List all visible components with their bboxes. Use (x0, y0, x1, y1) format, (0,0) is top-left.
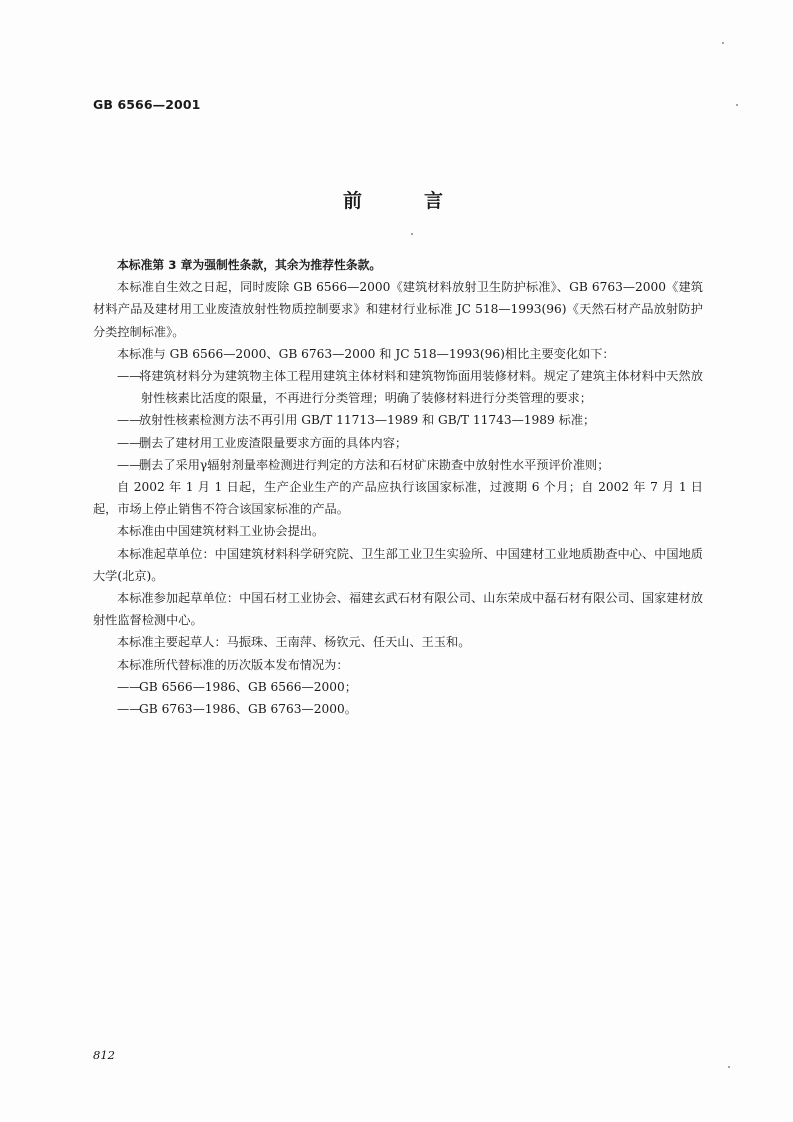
title-char-1: 前 (343, 190, 363, 212)
dash-mark: —— (117, 702, 142, 717)
history-item (93, 698, 703, 720)
title-char-2: 言 (424, 190, 444, 212)
history-intro-paragraph: 本标准所代替标准的历次版本发布情况为： (117, 657, 349, 672)
change-item-text: 放射性核素检测方法不再引用 GB/T 11713—1989 和 GB/T 11743—1989 标准； (139, 413, 596, 428)
history-item-text: GB 6566—1986、GB 6566—2000； (139, 679, 357, 694)
scan-speck (722, 42, 724, 44)
change-item (93, 409, 703, 431)
scan-speck (411, 233, 413, 235)
change-item-text: 将建筑材料分为建筑物主体工程用建筑主体材料和建筑物饰面用装修材料。规定了建筑主体材料中天然放射性核素比活度的限量，不再进行分类管理；明确了装修材料进行分类管理的要求； (139, 369, 703, 406)
proposer-paragraph: 本标准由中国建筑材料工业协会提出。 (117, 524, 325, 539)
page-number: 812 (93, 1048, 115, 1062)
scan-speck (728, 1066, 730, 1068)
drafting-units-paragraph: 本标准起草单位：中国建筑材料科学研究院、卫生部工业卫生实验所、中国建材工业地质勘查中心、中国地质大学(北京)。 (93, 546, 703, 583)
change-item (93, 365, 703, 409)
participating-units-paragraph: 本标准参加起草单位：中国石材工业协会、福建玄武石材有限公司、山东荣成中磊石材有限公司、国家建材放射性监督检测中心。 (93, 591, 703, 628)
history-item (93, 676, 703, 698)
dash-mark: —— (117, 457, 142, 472)
changes-intro-paragraph: 本标准与 GB 6566—2000、GB 6763—2000 和 JC 518—1993(96)相比主要变化如下： (117, 346, 615, 361)
scan-speck (736, 104, 738, 106)
mandatory-clause-note: 本标准第 3 章为强制性条款，其余为推荐性条款。 (117, 258, 382, 272)
dash-mark: —— (117, 369, 142, 384)
dash-mark: —— (117, 679, 142, 694)
document-body (93, 254, 703, 720)
change-item-text: 删去了建材用工业废渣限量要求方面的具体内容； (139, 435, 408, 450)
change-item (93, 454, 703, 476)
dash-mark: —— (117, 413, 142, 428)
change-item (93, 432, 703, 454)
superseded-standards-paragraph: 本标准自生效之日起，同时废除 GB 6566—2000《建筑材料放射卫生防护标准》、GB 6763—2000《建筑材料产品及建材用工业废渣放射性物质控制要求》和建材行业标准 JC 518—1993(96)《天然石材产品放射防护分类控制标准》。 (93, 280, 703, 339)
transition-period-paragraph: 自 2002 年 1 月 1 日起，生产企业生产的产品应执行该国家标准，过渡期 6 个月；自 2002 年 7 月 1 日起，市场上停止销售不符合该国家标准的产品。 (93, 480, 703, 517)
main-drafters-paragraph: 本标准主要起草人：马振珠、王南萍、杨钦元、任天山、王玉和。 (117, 635, 471, 650)
history-item-text: GB 6763—1986、GB 6763—2000。 (139, 702, 357, 717)
standard-code: GB 6566—2001 (93, 97, 201, 112)
dash-mark: —— (117, 435, 142, 450)
change-item-text: 删去了采用γ辐射剂量率检测进行判定的方法和石材矿床勘查中放射性水平预评价准则； (139, 457, 610, 472)
